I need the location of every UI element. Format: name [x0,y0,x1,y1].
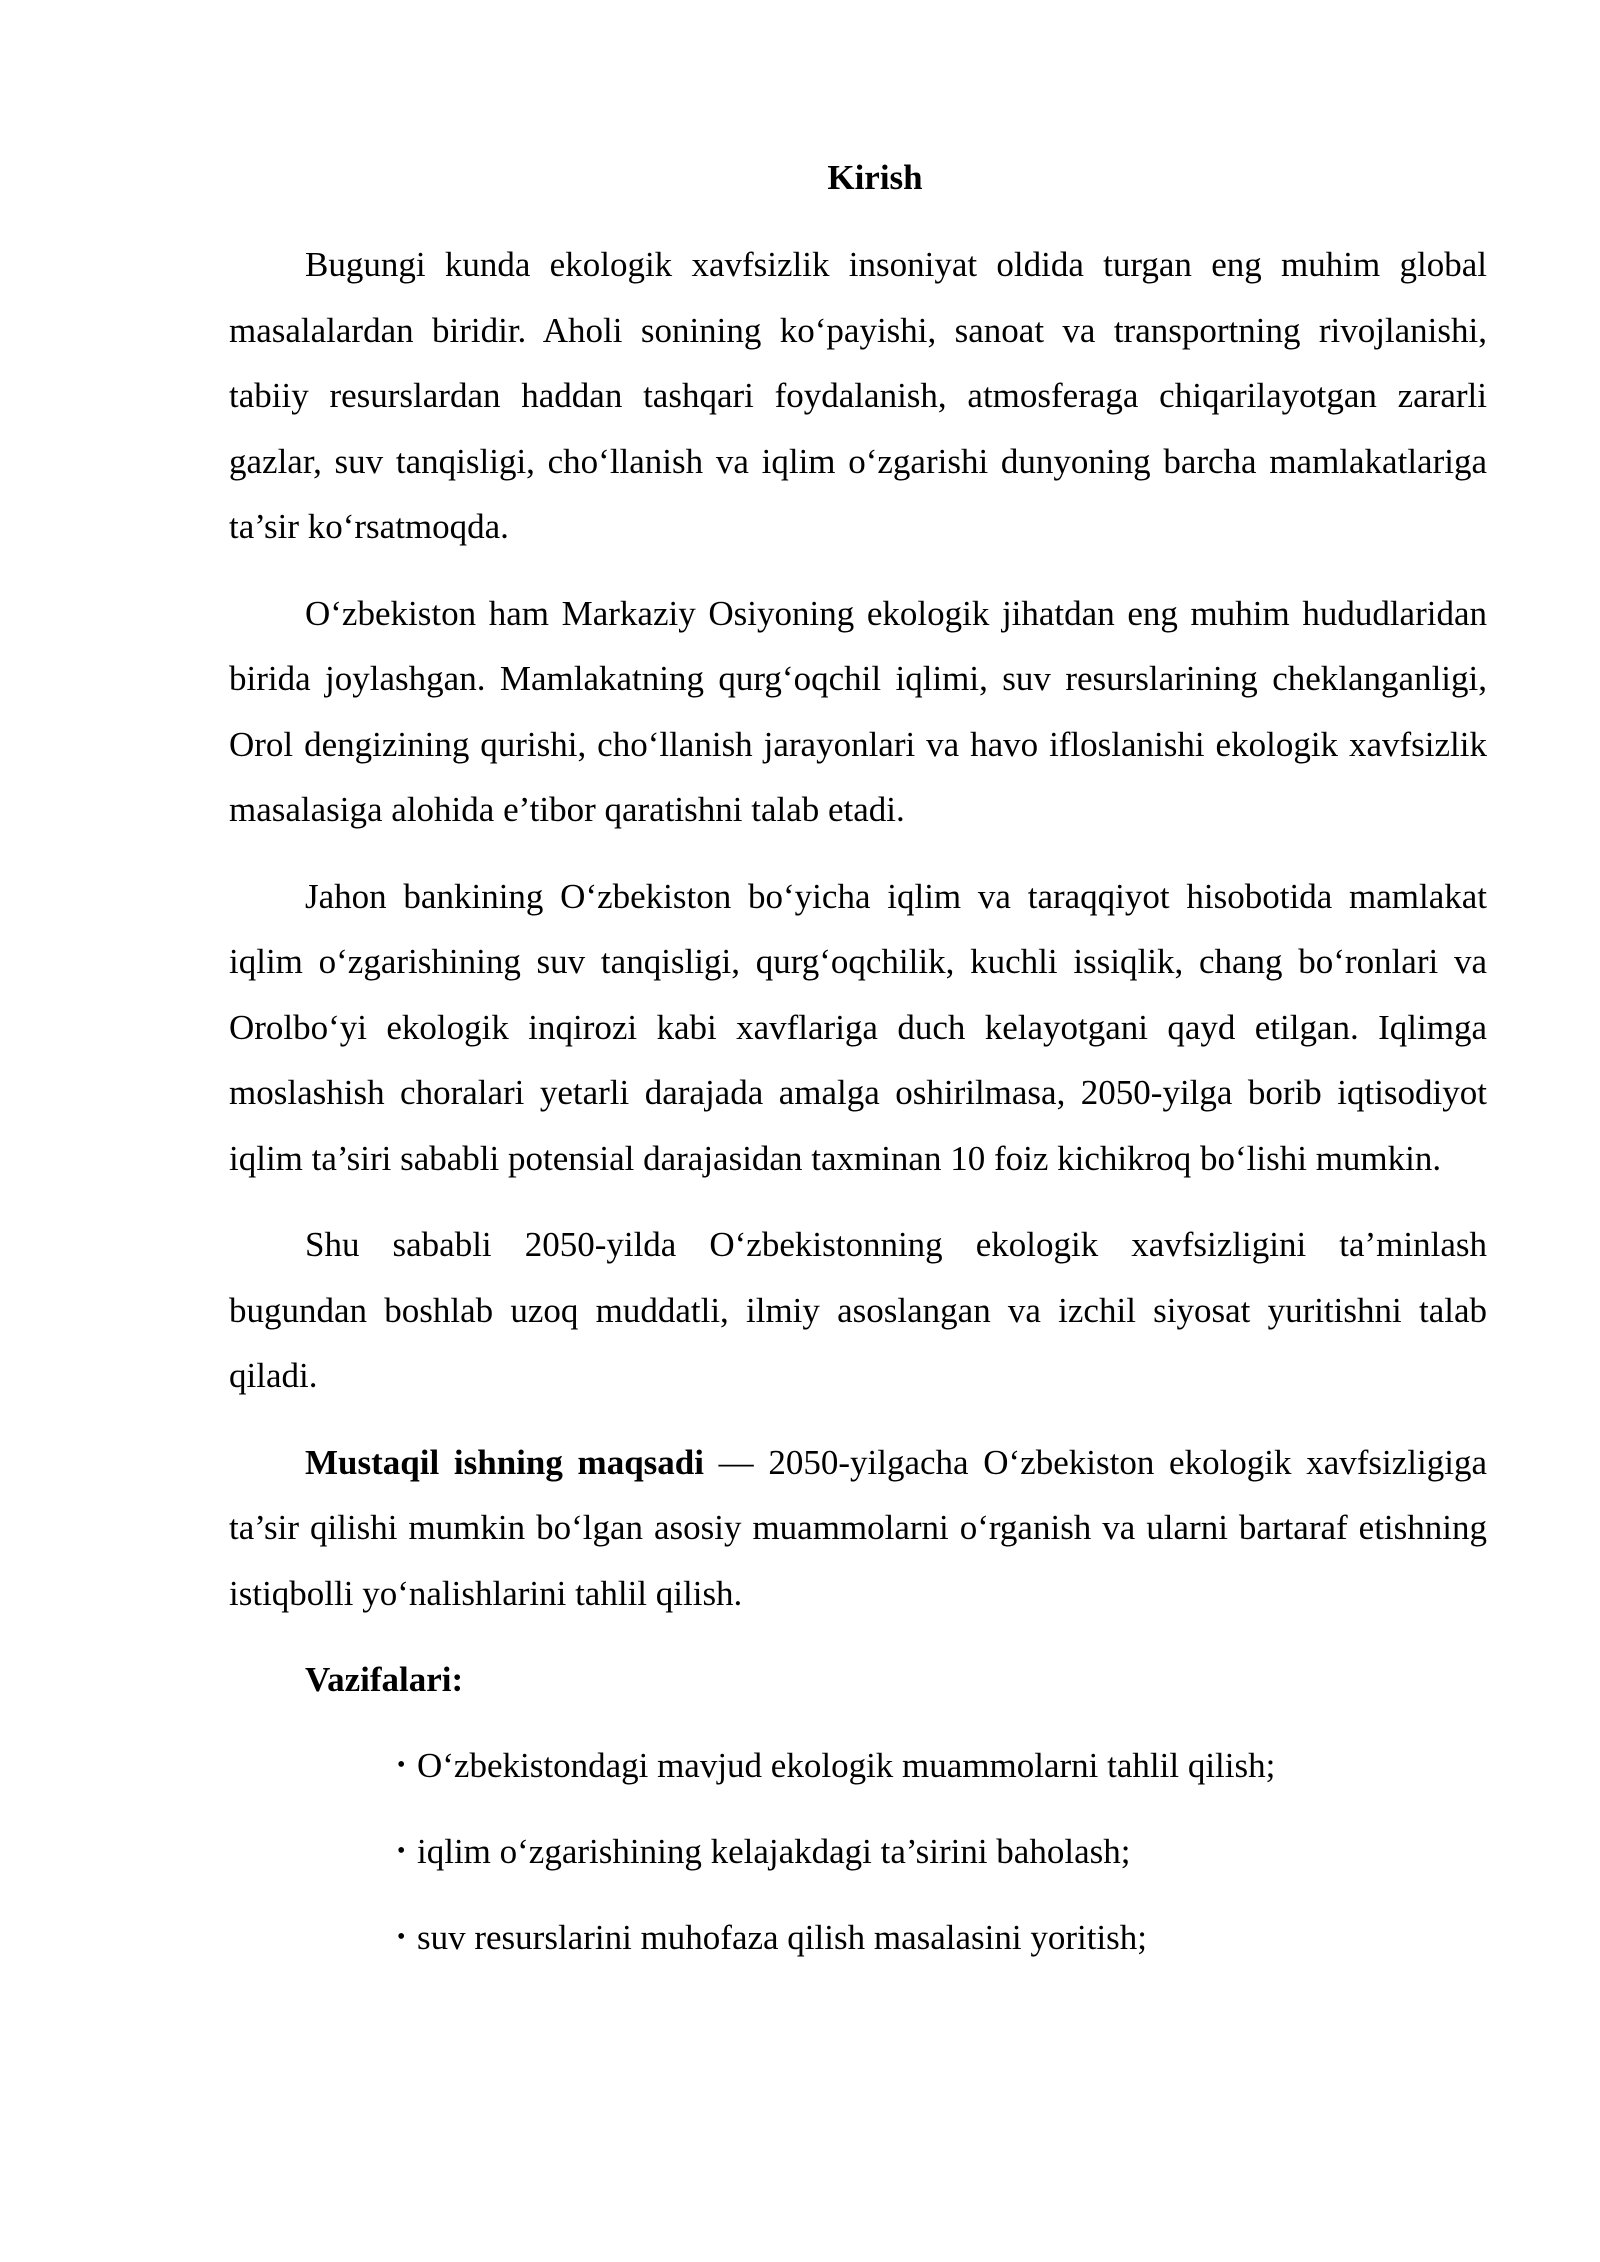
list-item [397,1905,1487,1970]
section-title: Kirish [827,158,923,197]
list-item [397,1819,1487,1884]
tasks-list [229,1733,1487,1970]
bullet-icon: • [397,1924,406,1950]
document-page [229,145,1487,1991]
tasks-heading: Vazifalari: [305,1660,464,1699]
paragraph-2: O‘zbekiston ham Markaziy Osiyoning ekologik jihatdan eng muhim hududlaridan birida joylashgan. Mamlakatning qurg‘oqchil iqlimi, suv resurslarining cheklanganligi, Orol dengizining qurishi, cho‘llanish jarayonlari va havo ifloslanishi ekologik xavfsizlik masalasiga alohida e’tibor qaratishni talab etadi. [229,593,1487,829]
task-text: iqlim o‘zgarishining kelajakdagi ta’sirini baholash; [417,1832,1131,1871]
task-text: O‘zbekistondagi mavjud ekologik muammolarni tahlil qilish; [417,1746,1276,1785]
paragraph-3: Jahon bankining O‘zbekiston bo‘yicha iqlim va taraqqiyot hisobotida mamlakat iqlim o‘zgarishining suv tanqisligi, qurg‘oqchilik, kuchli issiqlik, chang bo‘ronlari va Orolbo‘yi ekologik inqirozi kabi xavflariga duch kelayotgani qayd etilgan. Iqlimga moslashish choralari yetarli darajada amalga oshirilmasa, 2050-yilga borib iqtisodiyot iqlim ta’siri sababli potensial darajasidan taxminan 10 foiz kichikroq bo‘lishi mumkin. [229,876,1487,1178]
paragraph-1: Bugungi kunda ekologik xavfsizlik insoniyat oldida turgan eng muhim global masalalardan biridir. Aholi sonining ko‘payishi, sanoat va transportning rivojlanishi, tabiiy resurslardan haddan tashqari foydalanish, atmosferaga chiqarilayotgan zararli gazlar, suv tanqisligi, cho‘llanish va iqlim o‘zgarishi dunyoning barcha mamlakatlariga ta’sir ko‘rsatmoqda. [229,245,1487,546]
goal-text: — 2050-yilgacha O‘zbekiston ekologik xavfsizligiga ta’sir qilishi mumkin bo‘lgan asosiy muammolarni o‘rganish va ularni bartaraf etishning istiqbolli yo‘nalishlarini tahlil qilish. [229,1442,1487,1613]
paragraph-4: Shu sababli 2050-yilda O‘zbekistonning ekologik xavfsizligini ta’minlash bugundan boshlab uzoq muddatli, ilmiy asoslangan va izchil siyosat yuritishni talab qiladi. [229,1225,1487,1395]
bullet-icon: • [397,1752,406,1778]
list-item [397,1733,1487,1798]
goal-label: Mustaqil ishning maqsadi [305,1442,704,1482]
goal-paragraph [229,1430,1487,1627]
bullet-icon: • [397,1838,406,1864]
task-text: suv resurslarini muhofaza qilish masalasini yoritish; [417,1918,1148,1957]
